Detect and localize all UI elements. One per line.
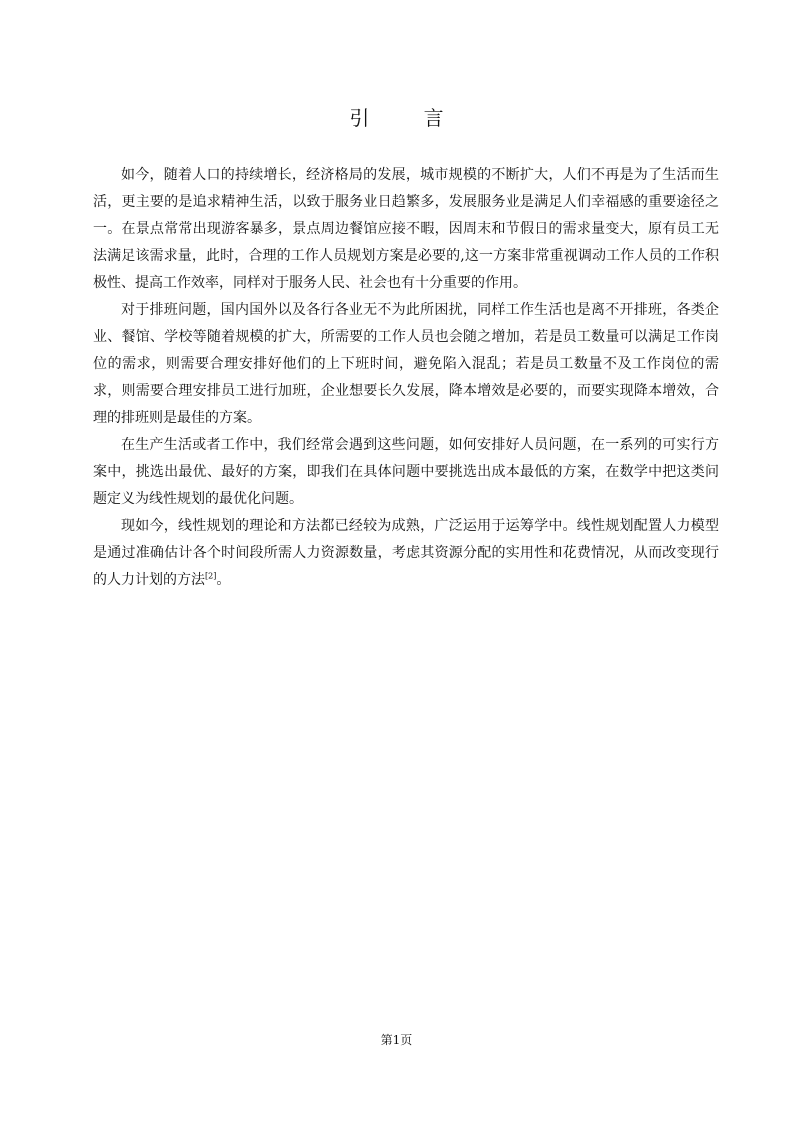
paragraph-4-text: 现如今，线性规划的理论和方法都已经较为成熟，广泛运用于运筹学中。线性规划配置人力模型是通过准确估计各个时间段所需人力资源数量，考虑其资源分配的实用性和花费情况，从而改变现行的人力计划的方法 <box>93 518 719 588</box>
page-title: 引 言 <box>349 106 468 130</box>
body-text <box>93 162 719 594</box>
page-number: 第1页 <box>380 1033 413 1047</box>
paragraph-4-end-punct: 。 <box>216 572 231 588</box>
citation-reference: [2] <box>205 571 217 581</box>
paragraph-1: 如今，随着人口的持续增长，经济格局的发展，城市规模的不断扩大，人们不再是为了生活而生活，更主要的是追求精神生活，以致于服务业日趋繁多，发展服务业是满足人们幸福感的重要途径之一。在景点常常出现游客暴多，景点周边餐馆应接不暇，因周末和节假日的需求量变大，原有员工无法满足该需求量，此时，合理的工作人员规划方案是必要的,这一方案非常重视调动工作人员的工作积极性、提高工作效率，同样对于服务人民、社会也有十分重要的作用。 <box>93 167 719 291</box>
paragraph-4 <box>93 513 719 594</box>
paragraph-3: 在生产生活或者工作中，我们经常会遇到这些问题，如何安排好人员问题，在一系列的可实行方案中，挑选出最优、最好的方案，即我们在具体问题中要挑选出成本最低的方案，在数学中把这类问题定义为线性规划的最优化问题。 <box>93 437 719 507</box>
paragraph-2: 对于排班问题，国内国外以及各行各业无不为此所困扰，同样工作生活也是离不开排班，各类企业、餐馆、学校等随着规模的扩大，所需要的工作人员也会随之增加，若是员工数量可以满足工作岗位的需求，则需要合理安排好他们的上下班时间，避免陷入混乱；若是员工数量不及工作岗位的需求，则需要合理安排员工进行加班，企业想要长久发展，降本增效是必要的，而要实现降本增效，合理的排班则是最佳的方案。 <box>93 302 719 426</box>
